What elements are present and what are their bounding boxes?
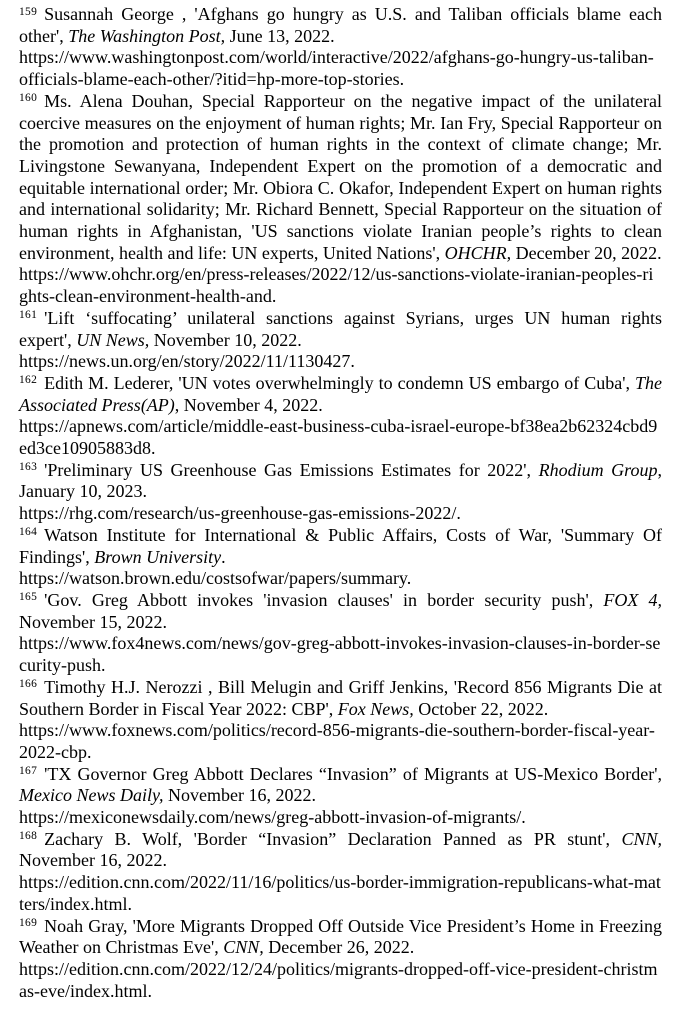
citation-text: 'Preliminary US Greenhouse Gas Emissions Estimates for 2022', bbox=[44, 459, 539, 480]
citation-text: December 26, 2022. bbox=[263, 937, 415, 958]
footnote-number: 164 bbox=[19, 526, 38, 539]
footnote-169 bbox=[19, 916, 662, 1003]
footnote-number: 162 bbox=[19, 374, 38, 387]
citation-source-name: FOX 4, bbox=[603, 589, 662, 610]
citation-text: Ms. Alena Douhan, Special Rapporteur on the negative impact of the unilateral coercive measures on the enjoyment of human rights; Mr. Ian Fry, Special Rapporteur on the promotion and protection of human rights in the context of climate change; Mr. Livingstone Sewanyana, Independent Expert on the promotion of a democratic and equitable international order; Mr. Obiora C. Okafor, Independent Expert on human rights and international solidarity; Mr. Richard Bennett, Special Rapporteur on the situation of human rights in Afghanistan, 'US sanctions violate Iranian people’s rights to clean environment, health and life: UN experts, United Nations', bbox=[19, 90, 662, 263]
citation-source-name: CNN, bbox=[223, 937, 264, 958]
citation-source-name: OHCHR, bbox=[444, 242, 512, 263]
citation-url: https://rhg.com/research/us-greenhouse-gas-emissions-2022/. bbox=[19, 503, 461, 524]
citation-source-name: Rhodium Group bbox=[538, 459, 658, 480]
footnote-number: 166 bbox=[19, 678, 38, 691]
citation-url: https://www.fox4news.com/news/gov-greg-abbott-invokes-invasion-clauses-in-border-security-push. bbox=[19, 633, 661, 676]
citation-text: November 10, 2022. bbox=[149, 329, 302, 350]
citation-text: , January 10, 2023. bbox=[19, 459, 662, 502]
citation-text: Zachary B. Wolf, 'Border “Invasion” Declaration Panned as PR stunt', bbox=[44, 828, 622, 849]
citation-text: Watson Institute for International & Public Affairs, Costs of War, 'Summary Of Findings', bbox=[19, 524, 662, 567]
footnote-165 bbox=[19, 590, 662, 677]
footnote-number: 169 bbox=[19, 917, 38, 930]
citation-source-name: Brown University bbox=[94, 546, 222, 567]
citation-text: . bbox=[221, 546, 226, 567]
citation-url: https://watson.brown.edu/costsofwar/papers/summary. bbox=[19, 568, 412, 589]
footnotes-section bbox=[19, 4, 662, 1002]
footnote-number: 168 bbox=[19, 830, 38, 843]
citation-text: Noah Gray, 'More Migrants Dropped Off Outside Vice President’s Home in Freezing Weather on Christmas Eve', bbox=[19, 915, 662, 958]
footnote-161 bbox=[19, 308, 662, 373]
citation-url: https://edition.cnn.com/2022/12/24/politics/migrants-dropped-off-vice-president-christmas-eve/index.html. bbox=[19, 958, 658, 1001]
citation-source-name: Mexico News Daily, bbox=[19, 785, 164, 806]
citation-source-name: The Washington Post, bbox=[68, 25, 226, 46]
citation-text: December 20, 2022. bbox=[511, 242, 662, 263]
footnote-160 bbox=[19, 91, 662, 308]
footnote-167 bbox=[19, 764, 662, 829]
citation-text: 'Gov. Greg Abbott invokes 'invasion clauses' in border security push', bbox=[44, 589, 604, 610]
citation-text: Edith M. Lederer, 'UN votes overwhelmingly to condemn US embargo of Cuba', bbox=[44, 372, 635, 393]
footnote-163 bbox=[19, 460, 662, 525]
citation-text: November 16, 2022. bbox=[163, 785, 316, 806]
citation-text: 'Lift ‘suffocating’ unilateral sanctions against Syrians, urges UN human rights expert', bbox=[19, 307, 662, 350]
citation-source-name: The Associated Press(AP) bbox=[19, 372, 662, 415]
footnote-164 bbox=[19, 525, 662, 590]
citation-url: https://news.un.org/en/story/2022/11/1130427. bbox=[19, 351, 355, 372]
footnote-166 bbox=[19, 677, 662, 764]
footnote-number: 165 bbox=[19, 591, 38, 604]
footnote-number: 163 bbox=[19, 461, 38, 474]
citation-text: Susannah George , 'Afghans go hungry as U.S. and Taliban officials blame each other', bbox=[19, 4, 662, 46]
footnote-168 bbox=[19, 829, 662, 916]
footnote-162 bbox=[19, 373, 662, 460]
citation-text: October 22, 2022. bbox=[413, 698, 549, 719]
citation-text: Timothy H.J. Nerozzi , Bill Melugin and Griff Jenkins, 'Record 856 Migrants Die at Southern Border in Fiscal Year 2022: CBP', bbox=[19, 676, 662, 719]
citation-url: https://edition.cnn.com/2022/11/16/politics/us-border-immigration-republicans-what-matters/index.html. bbox=[19, 872, 661, 914]
footnote-number: 159 bbox=[19, 5, 38, 18]
citation-source-name: UN News, bbox=[76, 329, 150, 350]
footnote-number: 167 bbox=[19, 765, 38, 778]
footnote-number: 160 bbox=[19, 92, 38, 105]
citation-text: November 16, 2022. bbox=[19, 850, 167, 871]
citation-text: 'TX Governor Greg Abbott Declares “Invasion” of Migrants at US-Mexico Border', bbox=[44, 763, 662, 784]
citation-url: https://www.foxnews.com/politics/record-856-migrants-die-southern-border-fiscal-year-2022-cbp. bbox=[19, 720, 655, 762]
citation-source-name: CNN, bbox=[621, 828, 662, 849]
citation-url: https://www.ohchr.org/en/press-releases/2022/12/us-sanctions-violate-iranian-peoples-rights-clean-environment-health-and. bbox=[19, 264, 654, 307]
citation-url: https://mexiconewsdaily.com/news/greg-abbott-invasion-of-migrants/. bbox=[19, 807, 526, 828]
citation-url: https://apnews.com/article/middle-east-business-cuba-israel-europe-bf38ea2b62324cbd9ed3ce10905883d8. bbox=[19, 416, 658, 459]
citation-source-name: Fox News, bbox=[337, 698, 414, 719]
citation-text: , November 4, 2022. bbox=[174, 394, 323, 415]
citation-text: November 15, 2022. bbox=[19, 611, 167, 632]
citation-url: https://www.washingtonpost.com/world/interactive/2022/afghans-go-hungry-us-taliban-officials-blame-each-other/?itid=hp-more-top-stories. bbox=[19, 47, 654, 90]
footnote-159 bbox=[19, 4, 662, 91]
citation-text: June 13, 2022. bbox=[225, 25, 335, 46]
footnote-number: 161 bbox=[19, 309, 38, 322]
